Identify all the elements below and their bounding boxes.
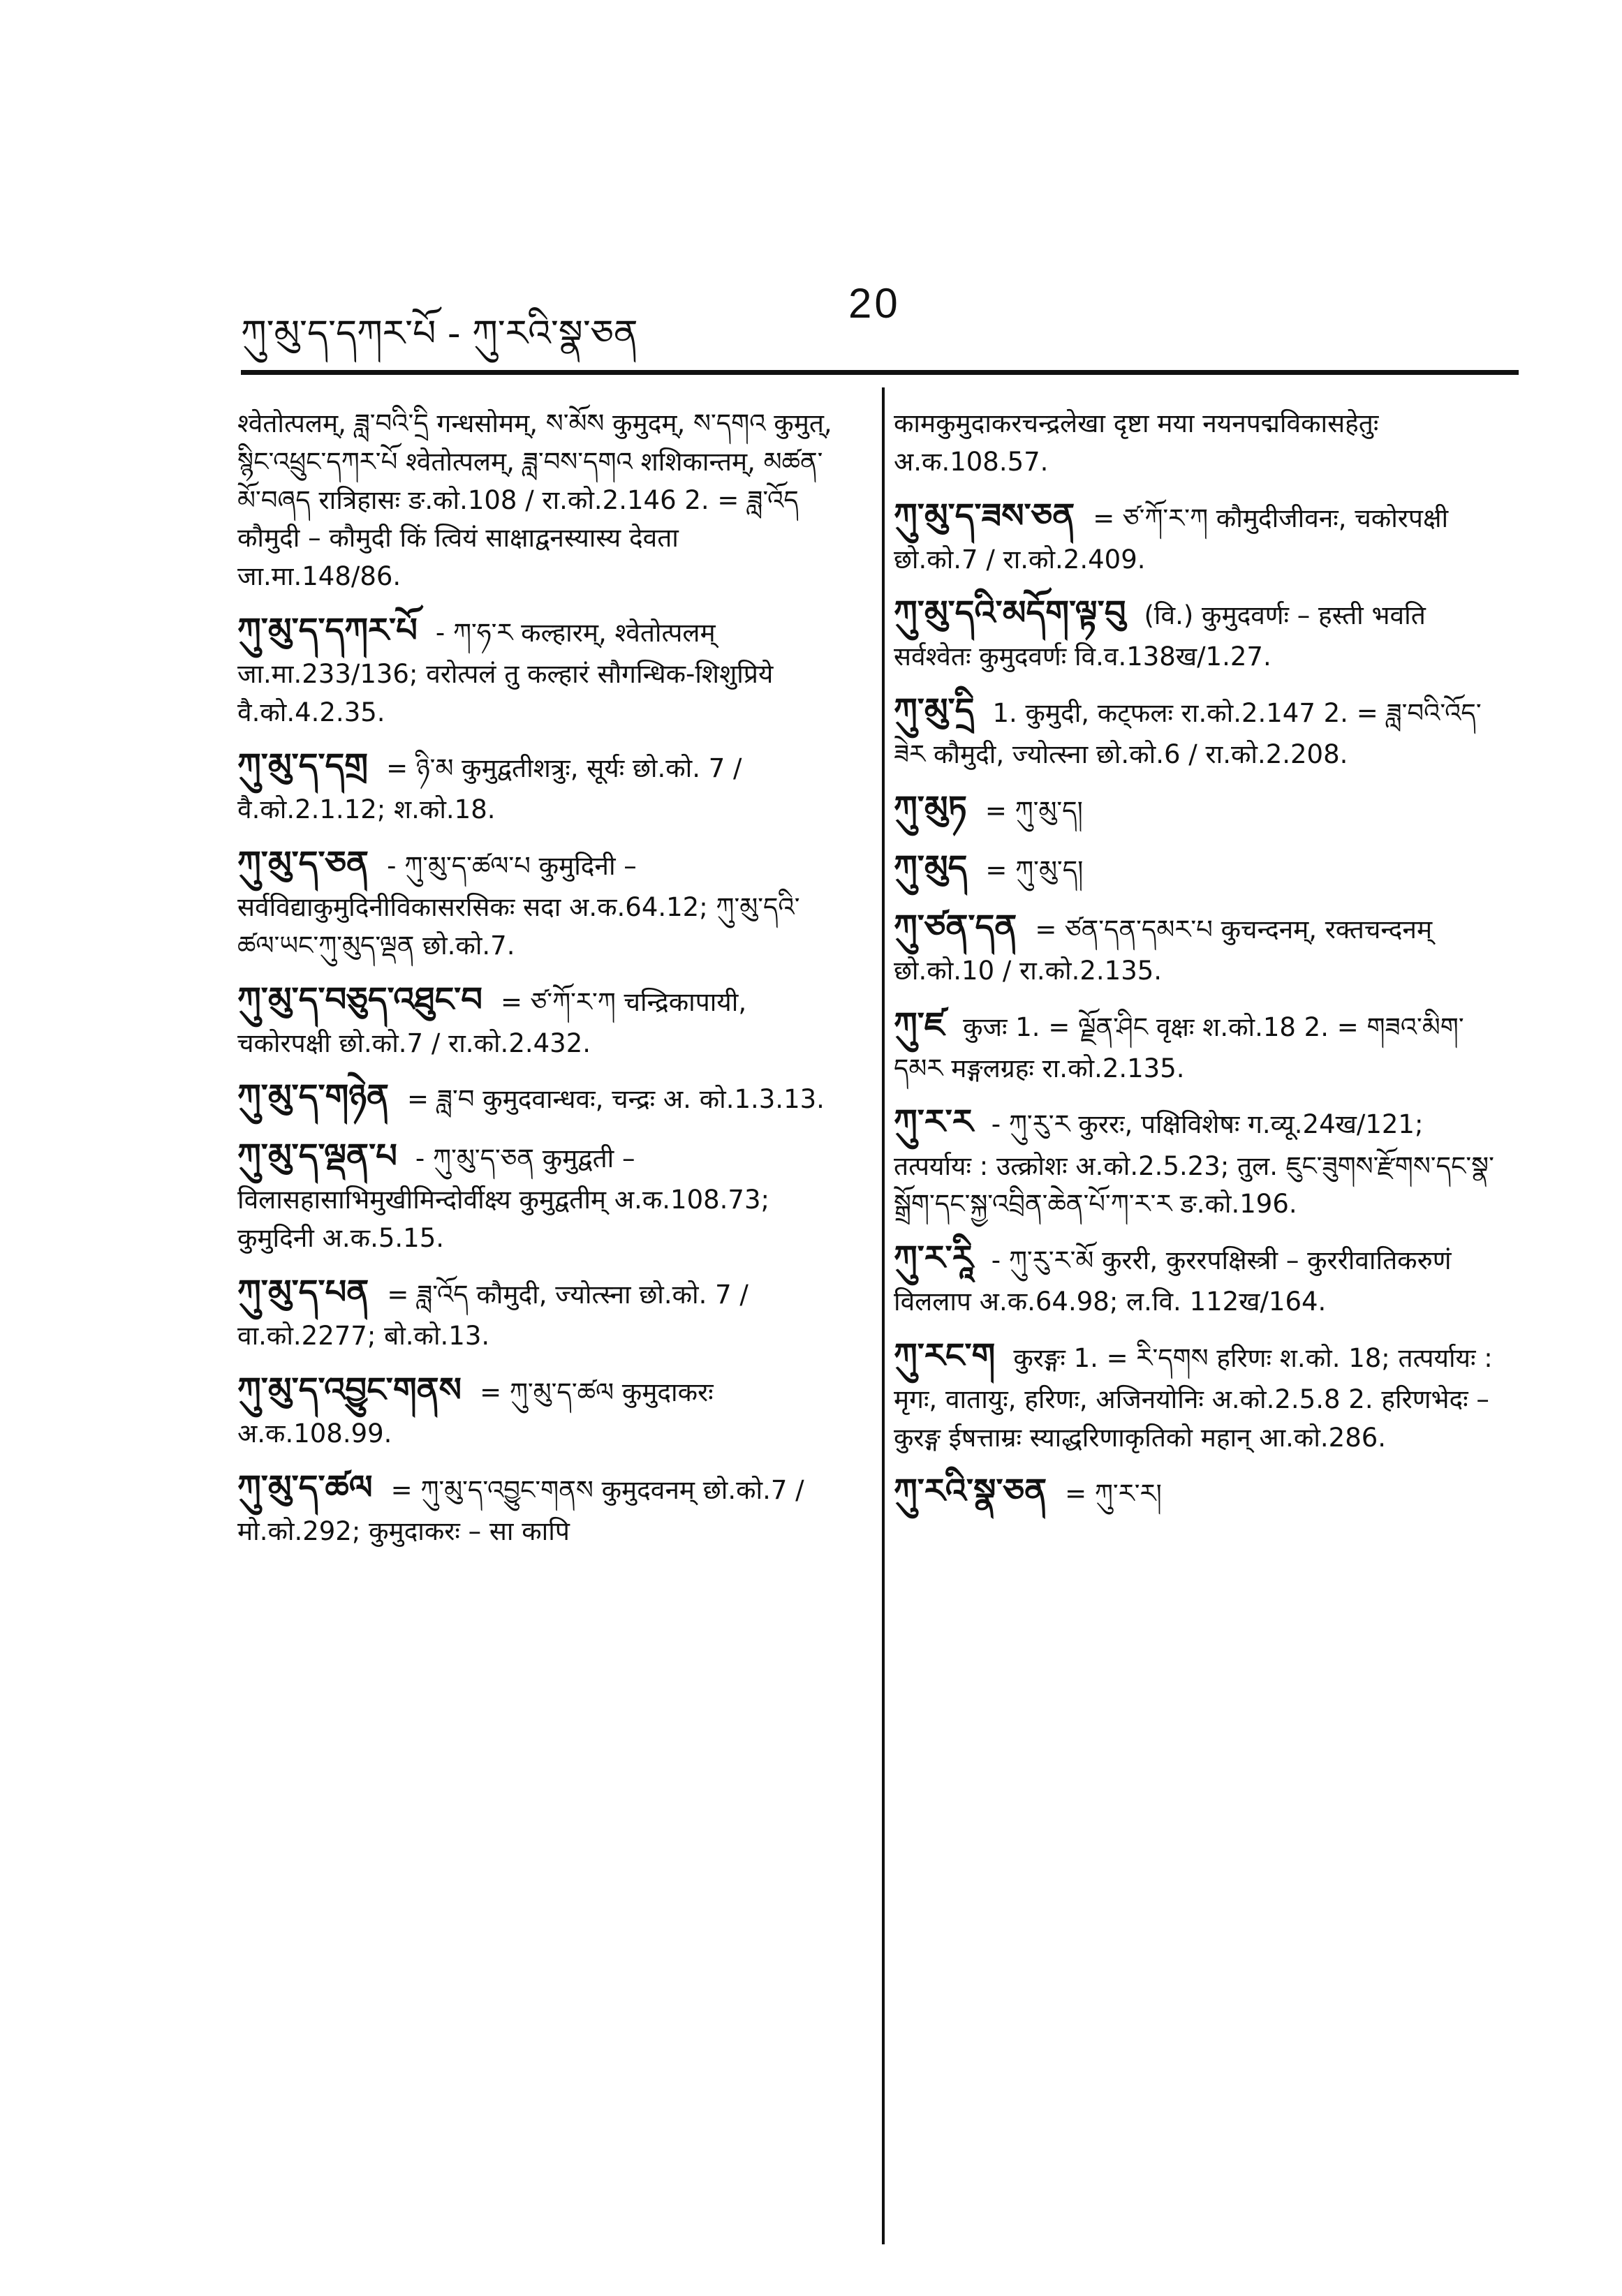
entry-body: = ཙ་ཀོ་ར་ཀ चन्द्रिकापायी, चकोरपक्षी छो.को.7 / रा.को.2.432. xyxy=(237,986,747,1058)
dictionary-entry xyxy=(894,1467,1498,1516)
entry-body: = ཟླ་འོད कौमुदी, ज्योत्स्ना छो.को. 7 / वा.को.2277; बो.को.13. xyxy=(237,1279,749,1351)
entry-body: कुरङ्गः 1. = རི་དགས हरिणः श.को. 18; तत्पर्यायः : मृगः, वातायुः, हरिणः, अजिनयोनिः अ.को.2.5.8 2. हरिणभेदः – कुरङ्ग ईषत्ताम्रः स्याद्धरिणाकृतिको महान् आ.को.286. xyxy=(894,1342,1493,1453)
column-divider xyxy=(882,387,885,2244)
dictionary-entry xyxy=(237,741,841,829)
dictionary-entry xyxy=(894,491,1498,579)
entry-headword: ཀུ་མུ་ད་ལྡན་པ xyxy=(237,1136,397,1176)
entry-headword: ཀུ་མུ་ད་པན xyxy=(237,1272,369,1312)
entry-body: (वि.) कुमुदवर्णः – हस्ती भवति सर्वश्वेतः कुमुदवर्णः वि.व.138ख/1.27. xyxy=(894,600,1426,672)
entry-headword: ཀུ་མུད xyxy=(894,847,968,887)
entry-headword: ཀུ་མུ་ད་ཅན xyxy=(237,844,369,884)
entry-headword: ཀུ་མུ་ད་གཉེན xyxy=(237,1077,390,1117)
dictionary-entry xyxy=(237,1463,841,1551)
entry-body: - ཀ་ཧ་ར कल्हारम्, श्वेतोत्पलम् जा.मा.233/136; वरोत्पलं तु कल्हारं सौगन्धिक-शिशुप्रिये वै.को.4.2.35. xyxy=(237,617,774,727)
entry-headword: ཀུ་མུ་ད་དཀར་པོ xyxy=(237,610,418,650)
dictionary-entry xyxy=(237,405,841,596)
dictionary-entry xyxy=(237,839,841,965)
dictionary-entry xyxy=(894,784,1498,834)
entry-headword: ཀུ་ཙན་དན xyxy=(894,907,1017,947)
entry-body: - ཀུ་རུ་ར कुररः, पक्षिविशेषः ग.व्यू.24ख/121; तत्पर्यायः : उत्क्रोशः अ.को.2.5.23; तुल. ཇུང་ཟུགས་རྫོགས་དང་སྣ་སྒྲོག་དང་སྐྱ་འབྲིན་ཆེན་པོ་ཀ་ར་ར ङ.को.196. xyxy=(894,1109,1494,1220)
entry-headword: ཀུ་མུ་དྲི xyxy=(894,691,975,731)
right-column xyxy=(894,405,1498,1526)
dictionary-entry xyxy=(237,1072,841,1122)
entry-headword: ཀུ་མུ་ད་བཅུད་འཐུང་བ xyxy=(237,979,483,1019)
dictionary-entry xyxy=(894,1000,1498,1088)
entry-headword: ཀུ་ར་རཱི xyxy=(894,1238,973,1277)
header-entry-range: ཀུ་མུ་ད་དཀར་པོ - ཀུ་རའི་སྣ་ཅན xyxy=(241,313,638,355)
entry-body: = ཙན་དན་དམར་པ कुचन्दनम्, रक्तचन्दनम् छो.को.10 / रा.को.2.135. xyxy=(894,914,1433,986)
entry-body: = ཀུ་ར་ར། xyxy=(1065,1479,1162,1509)
entry-body: कामकुमुदाकरचन्द्रलेखा दृष्टा मया नयनपद्मविकासहेतुः अ.क.108.57. xyxy=(894,408,1379,477)
entry-body: = ཀུ་མུ་ད། xyxy=(985,854,1084,885)
entry-body: = ཀུ་མུ་ད་ཚལ कुमुदाकरः अ.क.108.99. xyxy=(237,1377,714,1449)
entry-headword: ཀུ་མུ་དའི་མདོག་ལྟ་བུ xyxy=(894,593,1126,633)
dictionary-entry xyxy=(894,1331,1498,1458)
entry-body: 1. कुमुदी, कट्फलः रा.को.2.147 2. = ཟླ་བའི་འོད་ཟེར कौमुदी, ज्योत्स्ना छो.को.6 / रा.को.2.208. xyxy=(894,698,1482,770)
dictionary-entry xyxy=(894,903,1498,991)
entry-body: श्वेतोत्पलम्, ཟླ་བའི་དྲི गन्धसोमम्, ས་མོས कुमुदम्, ས་དགའ कुमुत्, སྙིང་འཕྲུང་དཀར་པོ श्वेतोत्पलम्, ཟླ་བས་དགའ शशिकान्तम्, མཚན་མོ་བཞད रात्रिहासः ङ.को.108 / रा.को.2.146 2. = ཟླ་འོད कौमुदी – कौमुदी किं त्वियं साक्षाद्वनस्यास्य देवता जा.मा.148/86. xyxy=(237,408,832,591)
entry-body: = ཀུ་མུ་ད་འབྱུང་གནས कुमुदवनम् छो.को.7 / मो.को.292; कुमुदाकरः – सा कापि xyxy=(237,1474,804,1546)
dictionary-entry xyxy=(237,1268,841,1356)
entry-body: - ཀུ་རུ་ར་མོ कुररी, कुररपक्षिस्त्री – कुररीवातिकरुणं विललाप अ.क.64.98; ल.वि. 112ख/164. xyxy=(894,1245,1452,1317)
entry-body: = ཉི་མ कुमुद्वतीशत्रुः, सूर्यः छो.को. 7 / वै.को.2.1.12; श.को.18. xyxy=(237,753,742,825)
left-column xyxy=(237,405,841,1560)
page-header xyxy=(241,279,1519,356)
entry-headword: ཀུ་རང་ག xyxy=(894,1335,996,1375)
dictionary-entry xyxy=(237,975,841,1063)
dictionary-entry xyxy=(894,405,1498,482)
dictionary-entry xyxy=(237,1365,841,1453)
dictionary-entry xyxy=(894,1234,1498,1321)
header-rule xyxy=(241,370,1519,375)
entry-headword: ཀུ་ཛ xyxy=(894,1005,945,1044)
entry-headword: ཀུ་མུ་ད་ཚལ xyxy=(237,1467,373,1507)
entry-headword: ཀུ་ར་ར xyxy=(894,1102,973,1142)
entry-body: - ཀུ་མུ་ད་ཚལ་པ कुमुदिनी – सर्वविद्याकुमुदिनीविकासरसिकः सदा अ.क.64.12; ཀུ་མུ་དའི་ཚལ་ཡང་ཀུ་མུད་ལྡན छो.को.7. xyxy=(237,851,800,961)
entry-body: = ཀུ་མུ་ད། xyxy=(985,795,1083,826)
dictionary-entry xyxy=(894,1097,1498,1224)
entry-headword: ཀུ་མུཏ xyxy=(894,788,967,828)
dictionary-entry xyxy=(237,1132,841,1258)
entry-headword: ཀུ་རའི་སྣ་ཅན xyxy=(894,1472,1047,1511)
entry-body: - ཀུ་མུ་ད་ཅན कुमुद्वती – विलासहासाभिमुखीमिन्दोर्वीक्ष्य कुमुद्वतीम् अ.क.108.73; कुमुदिनी अ.क.5.15. xyxy=(237,1143,769,1254)
dictionary-entry xyxy=(894,588,1498,676)
dictionary-entry xyxy=(237,606,841,732)
dictionary-entry xyxy=(894,843,1498,893)
page-number: 20 xyxy=(848,280,901,327)
dictionary-entry xyxy=(894,686,1498,774)
entry-headword: ཀུ་མུ་ད་དགྲ xyxy=(237,746,369,786)
entry-headword: ཀུ་མུ་ད་འབྱུང་གནས xyxy=(237,1370,462,1409)
entry-body: = ཙ་ཀོ་ར་ཀ कौमुदीजीवनः, चकोरपक्षी छो.को.7 / रा.को.2.409. xyxy=(894,503,1449,575)
entry-body: कुजः 1. = ལྗོན་ཤིང वृक्षः श.को.18 2. = གཟའ་མིག་དམར मङ्गलग्रहः रा.को.2.135. xyxy=(894,1012,1464,1083)
entry-headword: ཀུ་མུ་ད་ཟས་ཅན xyxy=(894,496,1075,535)
entry-body: = ཟླ་བ कुमुदवान्धवः, चन्द्रः अ. को.1.3.13. xyxy=(407,1084,825,1115)
